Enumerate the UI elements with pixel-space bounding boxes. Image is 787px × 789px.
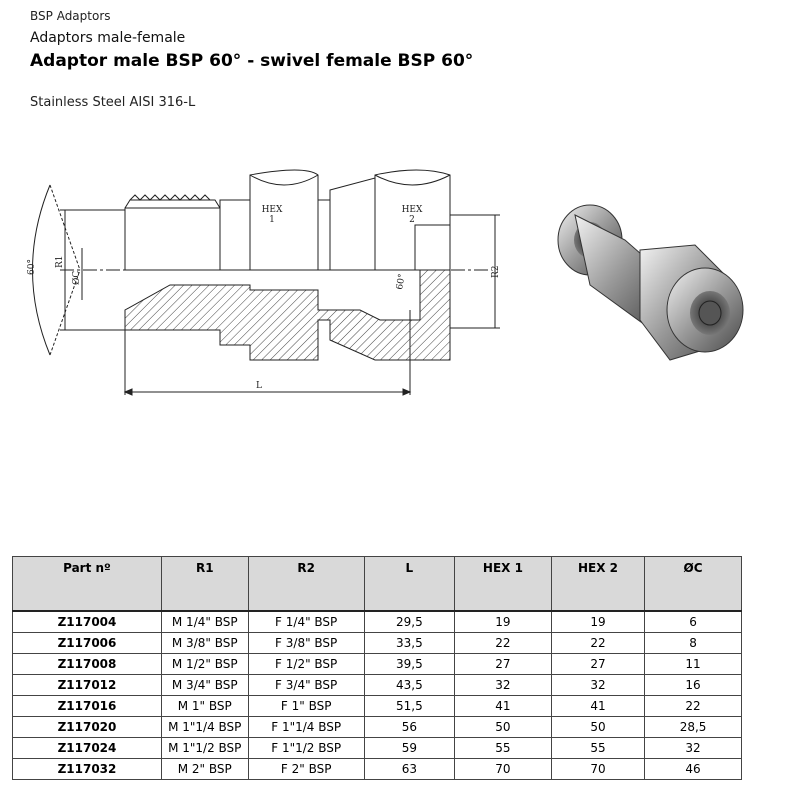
- cell-l: 63: [364, 759, 454, 780]
- c-label: ØC: [72, 270, 82, 285]
- cell-r1: M 3/4" BSP: [161, 675, 248, 696]
- cell-l: 33,5: [364, 633, 454, 654]
- cell-c: 32: [645, 738, 742, 759]
- part-number[interactable]: Z117016: [13, 696, 162, 717]
- header-r2: R2: [248, 557, 364, 612]
- cell-hex2: 50: [551, 717, 644, 738]
- cell-hex1: 27: [454, 654, 551, 675]
- cell-r2: F 1/2" BSP: [248, 654, 364, 675]
- cell-l: 51,5: [364, 696, 454, 717]
- table-row: [13, 611, 742, 633]
- cell-hex1: 19: [454, 611, 551, 633]
- header-l: L: [364, 557, 454, 612]
- cell-hex2: 41: [551, 696, 644, 717]
- table-row: [13, 633, 742, 654]
- cell-r2: F 1/4" BSP: [248, 611, 364, 633]
- cell-r2: F 2" BSP: [248, 759, 364, 780]
- cell-hex1: 22: [454, 633, 551, 654]
- page-title: Adaptor male BSP 60° - swivel female BSP 60°: [30, 51, 474, 71]
- header-hex2: HEX 2: [551, 557, 644, 612]
- part-number[interactable]: Z117032: [13, 759, 162, 780]
- cell-r1: M 1"1/2 BSP: [161, 738, 248, 759]
- part-number[interactable]: Z117006: [13, 633, 162, 654]
- header-c: ØC: [645, 557, 742, 612]
- header-hex1: HEX 1: [454, 557, 551, 612]
- cell-c: 22: [645, 696, 742, 717]
- table-row: [13, 654, 742, 675]
- part-number[interactable]: Z117020: [13, 717, 162, 738]
- product-photo: [545, 195, 760, 390]
- r1-label: R1: [55, 255, 65, 268]
- cell-r1: M 1/4" BSP: [161, 611, 248, 633]
- cell-hex1: 55: [454, 738, 551, 759]
- table-row: [13, 717, 742, 738]
- cell-l: 39,5: [364, 654, 454, 675]
- cell-c: 6: [645, 611, 742, 633]
- table-row: [13, 738, 742, 759]
- parts-table: [12, 556, 742, 780]
- angle-label: 60°: [27, 259, 37, 275]
- cell-hex1: 50: [454, 717, 551, 738]
- cell-hex2: 32: [551, 675, 644, 696]
- cell-r2: F 1"1/4 BSP: [248, 717, 364, 738]
- cell-r1: M 3/8" BSP: [161, 633, 248, 654]
- part-number[interactable]: Z117012: [13, 675, 162, 696]
- r2-label: R2: [491, 265, 501, 278]
- table-header-row: [13, 557, 742, 612]
- cell-hex2: 70: [551, 759, 644, 780]
- table-row: [13, 675, 742, 696]
- cell-l: 59: [364, 738, 454, 759]
- cell-hex1: 41: [454, 696, 551, 717]
- technical-drawing: [20, 160, 520, 405]
- cell-r2: F 3/8" BSP: [248, 633, 364, 654]
- part-number[interactable]: Z117008: [13, 654, 162, 675]
- cell-hex2: 19: [551, 611, 644, 633]
- cell-c: 46: [645, 759, 742, 780]
- header-r1: R1: [161, 557, 248, 612]
- cell-r1: M 2" BSP: [161, 759, 248, 780]
- l-label: L: [256, 381, 262, 391]
- cell-r2: F 1"1/2 BSP: [248, 738, 364, 759]
- cell-c: 8: [645, 633, 742, 654]
- table-row: [13, 696, 742, 717]
- cell-hex2: 27: [551, 654, 644, 675]
- breadcrumb[interactable]: BSP Adaptors: [30, 9, 111, 23]
- hex1-label: HEX: [261, 205, 283, 215]
- cell-hex2: 55: [551, 738, 644, 759]
- cell-l: 56: [364, 717, 454, 738]
- hex2-num: 2: [409, 215, 415, 225]
- cell-hex1: 70: [454, 759, 551, 780]
- cell-hex1: 32: [454, 675, 551, 696]
- cell-r1: M 1/2" BSP: [161, 654, 248, 675]
- cell-hex2: 22: [551, 633, 644, 654]
- cell-l: 29,5: [364, 611, 454, 633]
- part-number[interactable]: Z117004: [13, 611, 162, 633]
- cell-r2: F 1" BSP: [248, 696, 364, 717]
- header-part-no: Part nº: [13, 557, 162, 612]
- cell-c: 28,5: [645, 717, 742, 738]
- part-number[interactable]: Z117024: [13, 738, 162, 759]
- hex2-label: HEX: [401, 205, 423, 215]
- cell-r1: M 1"1/4 BSP: [161, 717, 248, 738]
- cell-c: 11: [645, 654, 742, 675]
- material-text: Stainless Steel AISI 316-L: [30, 95, 196, 110]
- subcategory-title: Adaptors male-female: [30, 30, 186, 46]
- cell-c: 16: [645, 675, 742, 696]
- table-row: [13, 759, 742, 780]
- cell-r2: F 3/4" BSP: [248, 675, 364, 696]
- hex1-num: 1: [269, 215, 275, 225]
- cell-r1: M 1" BSP: [161, 696, 248, 717]
- cell-l: 43,5: [364, 675, 454, 696]
- angle-label-2: 60°: [395, 273, 408, 291]
